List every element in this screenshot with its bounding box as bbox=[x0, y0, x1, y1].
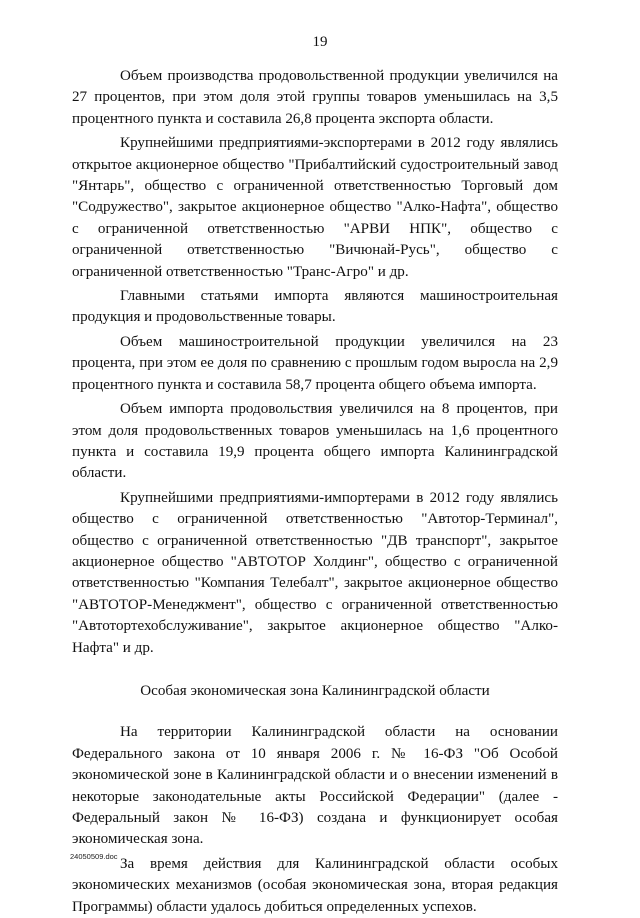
paragraph-food-production: Объем производства продовольственной продукции увеличился на 27 процентов, при этом доля этой группы товаров уменьшилась на 3,5 процентного пункта и составила 26,8 процента экспорта области. bbox=[72, 68, 558, 127]
paragraph-sez-law: На территории Калининградской области на основании Федерального закона от 10 января 2006 г. № 16-ФЗ "Об Особой экономической зоне в Калининградской области и о внесении изменений в некоторые законодательные акты Российской Федерации" (далее - Федеральный закон № 16-ФЗ) создана и функционирует особая экономическая зона. bbox=[72, 724, 558, 848]
paragraph-food-import: Объем импорта продовольствия увеличился на 8 процентов, при этом доля продовольственных товаров уменьшилась на 1,6 процентного пункта и составила 19,9 процента общего импорта Калининградской области. bbox=[72, 401, 558, 482]
paragraph-importers: Крупнейшими предприятиями-импортерами в 2012 году являлись общество с ограниченной ответственностью "Автотор-Терминал", общество с ограниченной ответственностью "ДВ транспорт", закрытое акционерное общество "АВТОТОР Холдинг", общество с ограниченной ответственностью "Компания Телебалт", закрытое акционерное общество "АВТОТОР-Менеджмент", общество с ограниченной ответственностью "Автотортехобслуживание", закрытое акционерное общество "Алко-Нафта" и др. bbox=[72, 489, 558, 656]
paragraph-import-items: Главными статьями импорта являются машиностроительная продукция и продовольственные товары. bbox=[72, 288, 558, 326]
paragraph-machinery-import: Объем машиностроительной продукции увеличился на 23 процента, при этом ее доля по сравнению с прошлым годом выросла на 2,9 процентного пункта и составила 58,7 процента общего объема импорта. bbox=[72, 333, 558, 393]
section-heading: Особая экономическая зона Калининградской области bbox=[140, 682, 490, 699]
document-body bbox=[72, 66, 558, 918]
paragraph-sez-success: За время действия для Калининградской области особых экономических механизмов (особая экономическая зона, вторая редакция Программы) области удалось добиться определенных успехов. bbox=[72, 855, 558, 915]
page-number: 19 bbox=[312, 34, 328, 50]
footer-filename: 24050509.doc bbox=[70, 852, 118, 861]
paragraph-exporters: Крупнейшими предприятиями-экспортерами в 2012 году являлись открытое акционерное общество "Прибалтийский судостроительный завод "Янтарь", общество с ограниченной ответственностью Торговый дом "Содружество", закрытое акционерное общество "Алко-Нафта", общество с ограниченной ответственностью "АРВИ НПК", общество с ограниченной ответственностью "Вичюнай-Русь", общество с ограниченной ответственностью "Транс-Агро" и др. bbox=[72, 135, 558, 280]
